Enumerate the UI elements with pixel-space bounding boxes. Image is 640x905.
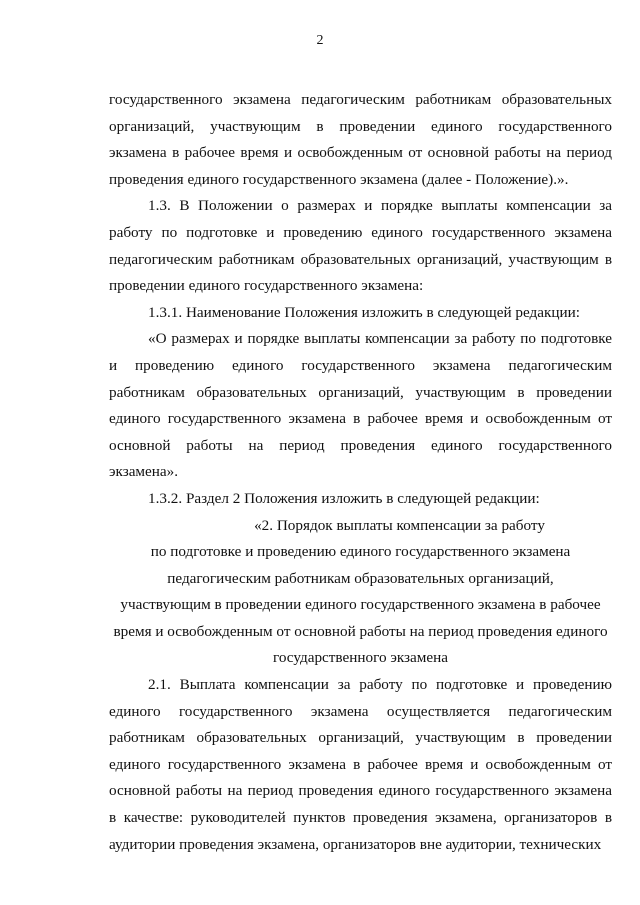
section-heading-line: педагогическим работникам образовательных организаций, <box>167 569 554 587</box>
page-number: 2 <box>316 33 324 48</box>
paragraph-continuation: государственного экзамена педагогическим работникам образовательных организаций, участвующим в проведении единого государственного экзамена в рабочее время и освобожденным от основной работы на период проведения единого государственного экзамена (далее - Положение).». <box>109 91 612 188</box>
section-heading-line: по подготовке и проведению единого государственного экзамена <box>150 543 571 561</box>
section-heading-line: участвующим в проведении единого государственного экзамена в рабочее <box>120 596 601 614</box>
section-heading-line: время и освобожденным от основной работы на период проведения единого <box>113 622 608 640</box>
document-body <box>109 87 612 858</box>
section-heading <box>109 513 612 673</box>
paragraph-1-3-1: 1.3.1. Наименование Положения изложить в следующей редакции: <box>148 303 580 321</box>
paragraph-new-title: «О размерах и порядке выплаты компенсации за работу по подготовке и проведению единого государственного экзамена педагогическим работникам образовательных организаций, участвующим в проведении единого государственного экзамена в рабочее время и освобожденным от основной работы на период проведения единого государственного экзамена». <box>109 330 612 481</box>
paragraph-1-3: 1.3. В Положении о размерах и порядке выплаты компенсации за работу по подготовке и проведению единого государственного экзамена педагогическим работникам образовательных организаций, участвующим в проведении единого государственного экзамена: <box>109 197 612 295</box>
section-heading-line: «2. Порядок выплаты компенсации за работу <box>254 516 545 534</box>
section-heading-line: государственного экзамена <box>272 649 448 667</box>
paragraph-2-1: 2.1. Выплата компенсации за работу по подготовке и проведению единого государственного экзамена осуществляется педагогическим работникам образовательных организаций, участвующим в проведении единого государственного экзамена в рабочее время и освобожденным от основной работы на период проведения единого государственного экзамена в качестве: руководителей пунктов проведения экзамена, организаторов в аудитории проведения экзамена, организаторов вне аудитории, технических <box>109 676 612 853</box>
paragraph-1-3-2: 1.3.2. Раздел 2 Положения изложить в следующей редакции: <box>148 489 540 507</box>
